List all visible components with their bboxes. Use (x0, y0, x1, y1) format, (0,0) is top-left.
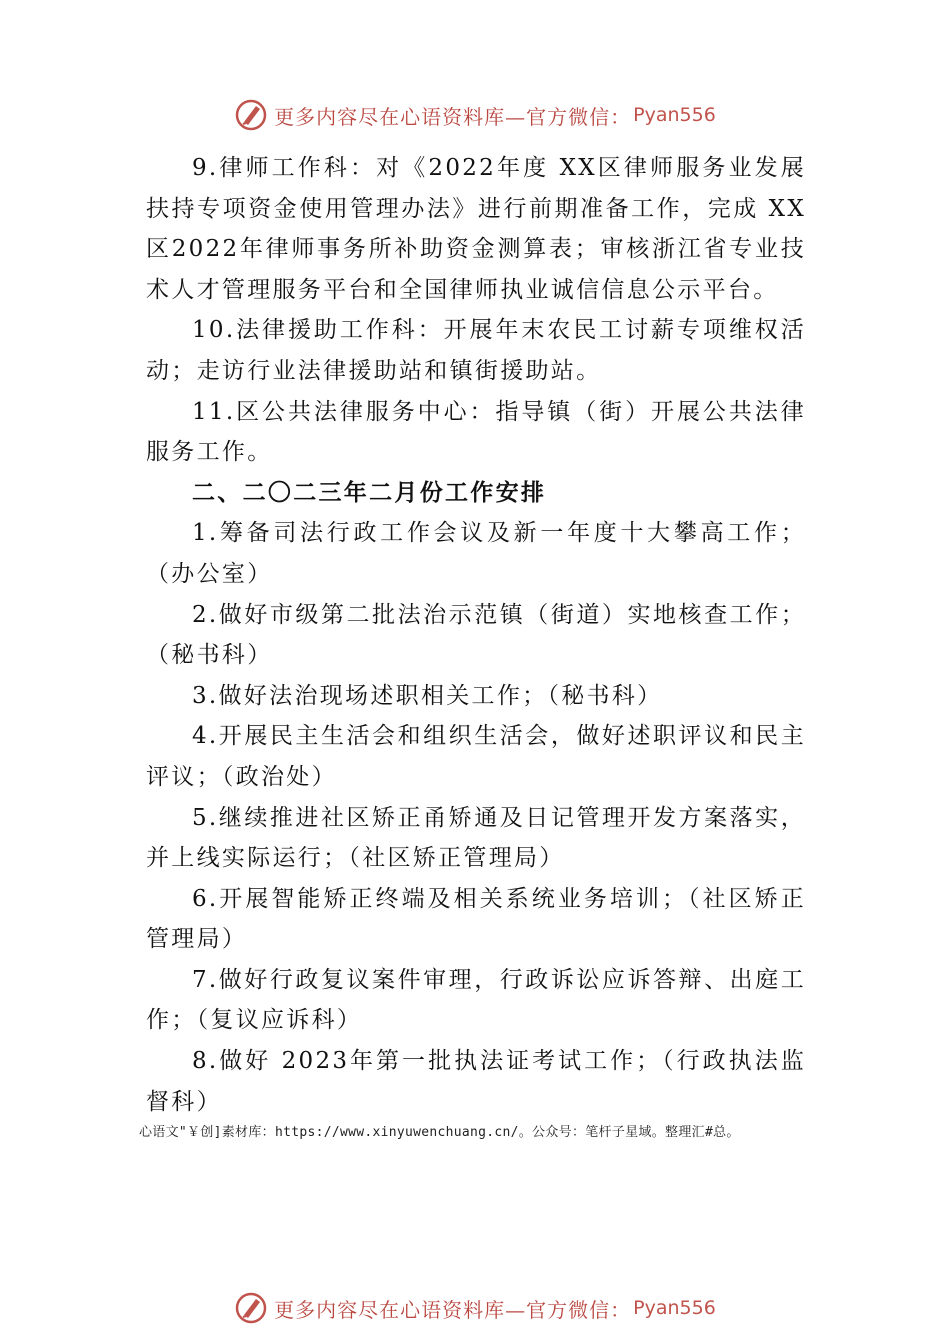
paragraph: 2.做好市级第二批法治示范镇（街道）实地核查工作；（秘书科） (146, 601, 806, 669)
paragraph: 8.做好 2023年第一批执法证考试工作；（行政执法监督科） (146, 1048, 806, 1115)
paragraph: 10.法律援助工作科：开展年末农民工讨薪专项维权活动；走访行业法律援助站和镇街援助站。 (146, 317, 806, 384)
footer-watermark-banner (0, 1286, 950, 1330)
paragraph: 5.继续推进社区矫正甬矫通及日记管理开发方案落实，并上线实际运行；（社区矫正管理局） (146, 804, 806, 872)
paragraph: 7.做好行政复议案件审理，行政诉讼应诉答辩、出庭工作；（复议应诉科） (146, 966, 806, 1034)
banner-text: 更多内容尽在心语资料库—官方微信： (274, 1297, 632, 1322)
wechat-id: Pyan556 (633, 1297, 716, 1319)
paragraph: 6.开展智能矫正终端及相关系统业务培训；（社区矫正管理局） (146, 885, 806, 953)
wechat-id: Pyan556 (633, 104, 716, 126)
paragraph: 3.做好法治现场述职相关工作；（秘书科） (192, 682, 663, 709)
paragraph: 11.区公共法律服务中心：指导镇（街）开展公共法律服务工作。 (146, 398, 806, 466)
paragraph: 4.开展民主生活会和组织生活会，做好述职评议和民主评议；（政治处） (146, 723, 806, 790)
paragraph: 9.律师工作科：对《2022年度 XX区律师服务业发展扶持专项资金使用管理办法》进行前期准备工作，完成 XX区2022年律师事务所补助资金测算表；审核浙江省专业技术人才管理服务平台和全国律师执业诚信信息公示平台。 (146, 155, 806, 303)
pen-seal-icon (234, 98, 268, 132)
pen-seal-icon (234, 1291, 268, 1325)
header-watermark-banner (0, 93, 950, 137)
source-footnote: 心语文"￥创]素材库：https://www.xinyuwenchuang.cn/。公众号：笔杆子星域。整理汇#总。 (139, 1125, 740, 1140)
section-heading: 二、二〇二三年二月份工作安排 (192, 478, 547, 506)
banner-text: 更多内容尽在心语资料库—官方微信： (274, 104, 632, 129)
document-body (146, 148, 806, 1122)
paragraph: 1.筹备司法行政工作会议及新一年度十大攀高工作；（办公室） (146, 520, 806, 587)
